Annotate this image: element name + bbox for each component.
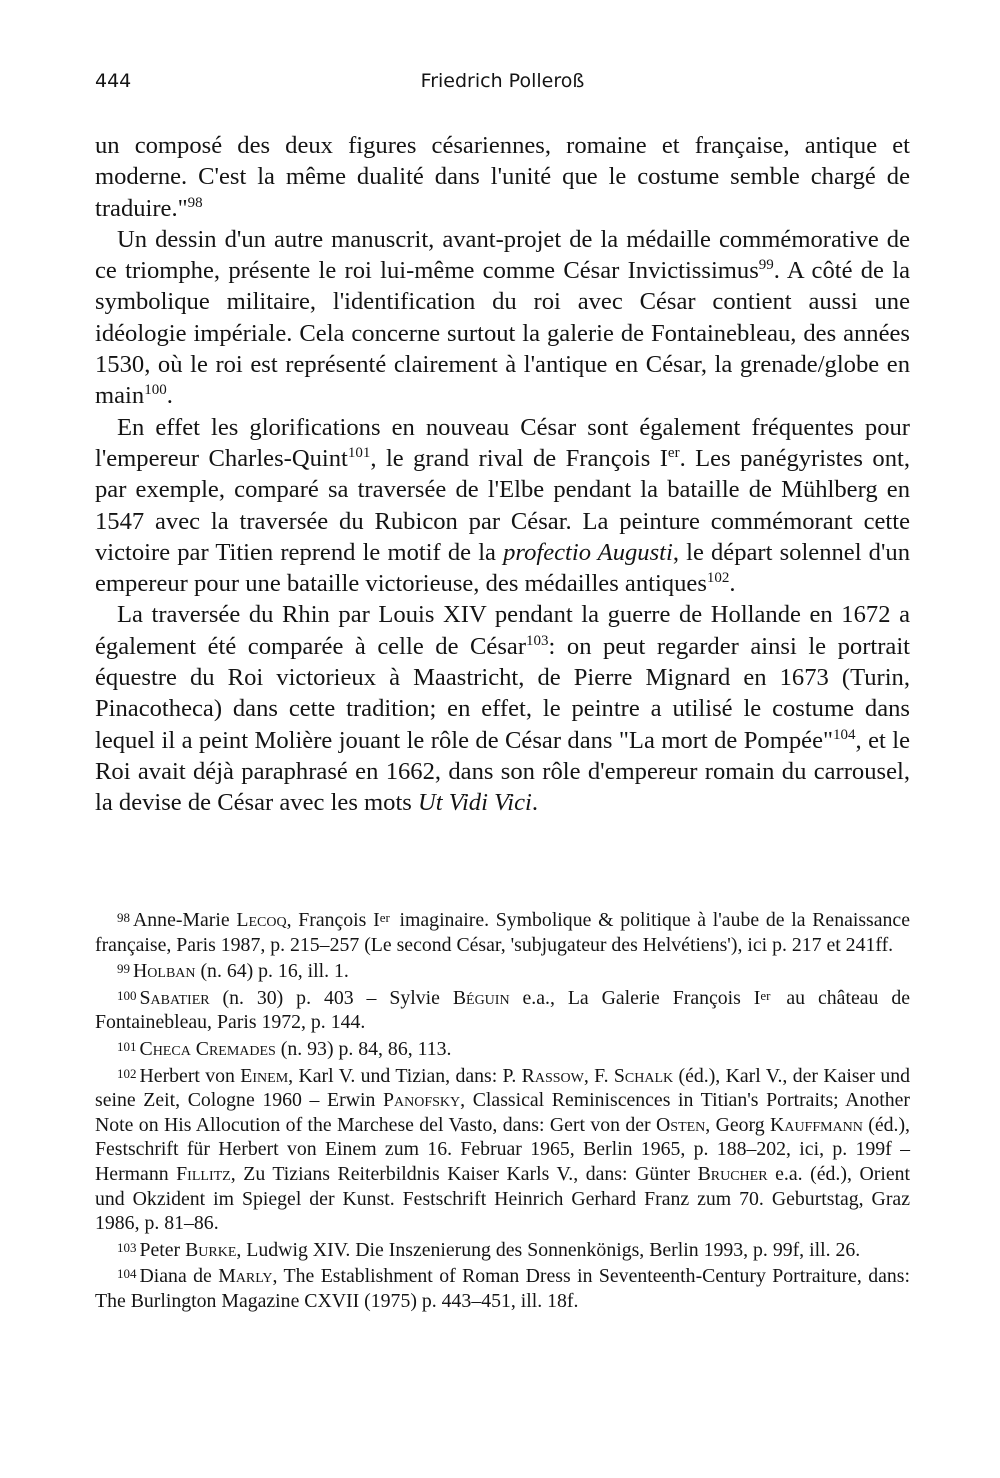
- footnote-98: [95, 906, 910, 957]
- footnote-103: [95, 1236, 910, 1263]
- footnote-text: au château de Fontainebleau, Paris 1972, p. 144.: [95, 986, 910, 1034]
- footnote-number: 104: [117, 1266, 137, 1282]
- running-head: Friedrich Polleroß: [420, 70, 585, 92]
- footnote-text: Diana de: [139, 1265, 219, 1288]
- page-number: 444: [95, 70, 132, 92]
- footnote-text: Anne-Marie: [133, 909, 237, 931]
- footnote-text: Peter: [139, 1238, 186, 1261]
- author-name: Brucher: [697, 1162, 768, 1185]
- footnote-text: (n. 64) p. 16, ill. 1.: [195, 960, 349, 983]
- footnote-number: 102: [117, 1065, 137, 1081]
- author-name: Panofsky: [383, 1089, 461, 1112]
- paragraph-1-text: un composé des deux figures césariennes, romaine et française, antique et moderne. C'est la même dualité dans l'unité que le costume semble chargé de traduire.": [95, 132, 910, 222]
- ordinal-superscript: er: [667, 444, 680, 461]
- paragraph-3: [95, 412, 910, 600]
- footnote-text: (éd.), Karl V., der Kaiser und seine Zeit, Cologne 1960 – Erwin: [95, 1064, 910, 1112]
- footnote-text: , The Establishment of Roman Dress in Seventeenth-Century Portraiture, dans: The Burlington Magazine CXVII (1975) p. 443–451, ill. 18f.: [95, 1265, 910, 1312]
- footnote-text: (éd.), Festschrift für Herbert von Einem zum 16. Februar 1965, Berlin 1965, p. 188–202, ici, p. 199f – Hermann: [95, 1113, 911, 1185]
- footnote-104: [95, 1262, 910, 1313]
- author-name: Kauffmann: [770, 1113, 863, 1136]
- footnote-text: , Ludwig XIV. Die Inszenierung des Sonnenkönigs, Berlin 1993, p. 99f, ill. 26.: [236, 1238, 861, 1261]
- paragraph-1: [95, 130, 910, 224]
- footnote-101: [95, 1035, 910, 1062]
- footnotes: [95, 906, 910, 1314]
- footnote-text: (n. 30) p. 403 – Sylvie: [209, 986, 453, 1009]
- paragraph-3-text: , le grand rival de François I: [370, 444, 668, 472]
- author-name: Osten: [656, 1113, 706, 1136]
- footnote-number: 98: [117, 910, 130, 925]
- footnote-text: , F.: [583, 1064, 614, 1087]
- author-name: Schalk: [613, 1064, 674, 1087]
- ordinal-superscript: er: [760, 987, 771, 1003]
- paragraph-4-text: : on peut regarder ainsi le portrait équestre du Roi victorieux à Maastricht, de Pierre Mignard en 1673 (Turin, Pinacotheca) dans cette tradition; en effet, le peintre a utilisé le costume dans lequel il a peint Molière jouant le rôle de César dans "La mort de Pompée": [95, 632, 910, 754]
- footnote-number: 103: [117, 1239, 137, 1255]
- paragraph-4-text: La traversée du Rhin par Louis XIV pendant la guerre de Hollande en 1672 a également été comparée à celle de César: [95, 601, 910, 660]
- footnote-text: Herbert von: [139, 1064, 241, 1087]
- paragraph-4: [95, 599, 910, 818]
- footnote-text: e.a., La Galerie François I: [509, 986, 761, 1009]
- note-ref-102: 102: [706, 570, 730, 587]
- note-ref-103: 103: [526, 632, 549, 649]
- footnote-100: [95, 984, 910, 1035]
- author-name: Holban: [133, 960, 196, 983]
- author-name: Rassow: [521, 1064, 584, 1087]
- note-ref-104: 104: [833, 726, 856, 743]
- italic-motto: Ut Vidi Vici: [418, 789, 532, 817]
- ordinal-superscript: er: [379, 910, 390, 925]
- paragraph-4-text: , et le Roi avait déjà paraphrasé en 1662, dans son rôle d'empereur romain du carrousel, la devise de César avec les mots: [95, 726, 910, 817]
- footnote-text: (n. 93) p. 84, 86, 113.: [275, 1037, 452, 1060]
- italic-term: profectio Augusti: [503, 538, 673, 566]
- footnote-text: imaginaire. Symbolique & politique à l'aube de la Renaissance française, Paris 1987, p. 215–257 (Le second César, 'subjugateur des Helvétiens'), ici p. 217 et 241ff.: [95, 909, 910, 956]
- author-name: Checa Cremades: [139, 1037, 276, 1060]
- paragraph-3-text: .: [729, 570, 736, 598]
- footnote-99: [95, 957, 910, 984]
- paragraph-4-text: .: [531, 789, 539, 817]
- author-name: Sabatier: [139, 986, 210, 1009]
- paragraph-2-text: Un dessin d'un autre manuscrit, avant-projet de la médaille commémorative de ce triomphe, présente le roi lui-même comme César Invictissimus: [95, 225, 910, 285]
- footnote-number: 100: [117, 987, 137, 1003]
- body-text: [95, 130, 910, 819]
- note-ref-99: 99: [758, 257, 774, 274]
- footnote-text: e.a. (éd.), Orient und Okzident im Spiegel der Kunst. Festschrift Heinrich Gerhard Franz zum 70. Geburtstag, Graz 1986, p. 81–86.: [95, 1162, 910, 1235]
- footnote-number: 99: [117, 961, 130, 977]
- author-name: Lecoq: [236, 909, 287, 931]
- author-name: Burke: [185, 1238, 237, 1261]
- paragraph-2: [95, 224, 910, 412]
- author-name: Einem: [240, 1064, 289, 1087]
- author-name: Marly: [218, 1265, 273, 1288]
- footnote-102: [95, 1062, 910, 1236]
- paragraph-2-text: .: [166, 382, 173, 410]
- footnote-text: , François I: [286, 909, 380, 931]
- footnote-text: , Karl V. und Tizian, dans: P.: [288, 1064, 522, 1087]
- note-ref-100: 100: [144, 382, 167, 399]
- paragraph-3-text: En effet les glorifications en nouveau César sont également fréquentes pour l'empereur Charles-Quint: [95, 413, 910, 472]
- paragraph-2-text: . A côté de la symbolique militaire, l'identification du roi avec César contient aussi une idéologie impériale. Cela concerne surtout la galerie de Fontainebleau, des années 1530, où le roi est représenté clairement à l'antique en César, la grenade/globe en main: [95, 257, 910, 410]
- footnote-text: , Georg: [705, 1113, 771, 1136]
- paragraph-3-text: , le départ solennel d'un empereur pour une bataille victorieuse, des médailles antiques: [95, 538, 910, 598]
- paragraph-3-text: . Les panégyristes ont, par exemple, comparé sa traversée de l'Elbe pendant la bataille de Mühlberg en 1547 avec la traversée du Rubicon par César. La peinture commémorant cette victoire par Titien reprend le motif de la: [95, 444, 910, 566]
- note-ref-98: 98: [187, 194, 203, 211]
- footnote-text: , Classical Reminiscences in Titian's Portraits; Another Note on His Allocution of the Marchese del Vasto, dans: Gert von der: [95, 1089, 910, 1136]
- footnote-number: 101: [117, 1038, 137, 1054]
- author-name: Fillitz: [176, 1162, 231, 1185]
- note-ref-101: 101: [347, 444, 371, 461]
- author-name: Béguin: [452, 986, 510, 1009]
- footnote-text: , Zu Tizians Reiterbildnis Kaiser Karls V., dans: Günter: [230, 1162, 698, 1185]
- page-header: [95, 70, 910, 100]
